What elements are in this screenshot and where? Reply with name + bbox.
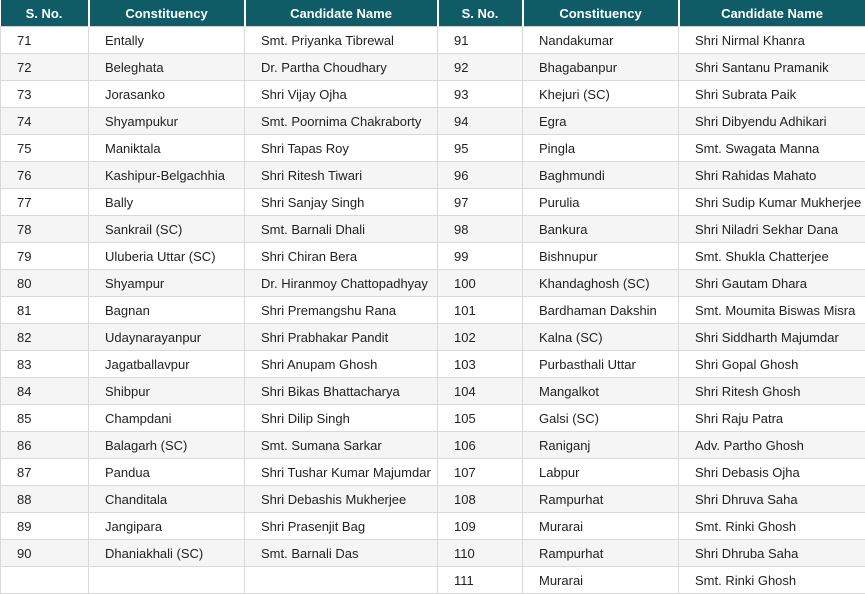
cell-constituency-left: Chanditala [89,486,245,513]
cell-constituency-left: Bagnan [89,297,245,324]
cell-sno-right: 99 [438,243,523,270]
table-row [1,135,865,162]
cell-constituency-right: Purbasthali Uttar [523,351,679,378]
cell-candidate-left: Shri Premangshu Rana [245,297,438,324]
table-row [1,351,865,378]
cell-constituency-right: Mangalkot [523,378,679,405]
cell-constituency-right: Raniganj [523,432,679,459]
table-row [1,405,865,432]
table-row [1,54,865,81]
header-sno-left: S. No. [1,0,89,27]
header-constituency-left: Constituency [89,0,245,27]
cell-candidate-left: Shri Sanjay Singh [245,189,438,216]
table-row [1,540,865,567]
cell-candidate-right: Shri Raju Patra [679,405,865,432]
cell-candidate-right: Adv. Partho Ghosh [679,432,865,459]
cell-constituency-left: Kashipur-Belgachhia [89,162,245,189]
cell-candidate-left: Shri Vijay Ojha [245,81,438,108]
cell-candidate-right: Shri Gopal Ghosh [679,351,865,378]
cell-constituency-right: Galsi (SC) [523,405,679,432]
cell-sno-left: 73 [1,81,89,108]
cell-sno-right: 105 [438,405,523,432]
table-row [1,27,865,54]
cell-sno-right: 110 [438,540,523,567]
cell-sno-right: 101 [438,297,523,324]
cell-sno-left: 72 [1,54,89,81]
cell-constituency-left: Uluberia Uttar (SC) [89,243,245,270]
cell-constituency-right: Nandakumar [523,27,679,54]
cell-constituency-right: Purulia [523,189,679,216]
table-row [1,513,865,540]
cell-constituency-right: Bishnupur [523,243,679,270]
cell-constituency-right: Khandaghosh (SC) [523,270,679,297]
cell-sno-left: 82 [1,324,89,351]
cell-candidate-left: Dr. Hiranmoy Chattopadhyay [245,270,438,297]
cell-candidate-left: Shri Tapas Roy [245,135,438,162]
cell-constituency-left: Beleghata [89,54,245,81]
cell-candidate-right: Shri Dhruva Saha [679,486,865,513]
table-row [1,162,865,189]
cell-sno-left: 85 [1,405,89,432]
cell-sno-right: 102 [438,324,523,351]
cell-candidate-right: Shri Rahidas Mahato [679,162,865,189]
table-row [1,243,865,270]
cell-constituency-left: Shibpur [89,378,245,405]
cell-sno-left: 79 [1,243,89,270]
cell-candidate-right: Shri Gautam Dhara [679,270,865,297]
table-row [1,567,865,594]
cell-candidate-left: Smt. Poornima Chakraborty [245,108,438,135]
cell-constituency-left: Sankrail (SC) [89,216,245,243]
table-row [1,486,865,513]
cell-candidate-right: Shri Siddharth Majumdar [679,324,865,351]
cell-sno-right: 96 [438,162,523,189]
table-row [1,270,865,297]
cell-sno-left: 88 [1,486,89,513]
table-row [1,216,865,243]
cell-constituency-left: Udaynarayanpur [89,324,245,351]
cell-candidate-right: Shri Subrata Paik [679,81,865,108]
cell-candidate-right: Smt. Rinki Ghosh [679,513,865,540]
cell-sno-right: 103 [438,351,523,378]
header-candidate-right: Candidate Name [679,0,865,27]
cell-candidate-right: Shri Ritesh Ghosh [679,378,865,405]
cell-constituency-right: Egra [523,108,679,135]
cell-candidate-left: Smt. Barnali Das [245,540,438,567]
cell-constituency-left: Shyampukur [89,108,245,135]
cell-constituency-left: Dhaniakhali (SC) [89,540,245,567]
cell-constituency-right: Rampurhat [523,540,679,567]
cell-constituency-right: Pingla [523,135,679,162]
cell-candidate-left [245,567,438,594]
table-row [1,189,865,216]
cell-constituency-right: Bardhaman Dakshin [523,297,679,324]
cell-sno-right: 91 [438,27,523,54]
cell-candidate-right: Shri Dibyendu Adhikari [679,108,865,135]
cell-sno-left: 81 [1,297,89,324]
cell-sno-right: 104 [438,378,523,405]
cell-constituency-right: Murarai [523,567,679,594]
cell-sno-left: 89 [1,513,89,540]
cell-sno-right: 92 [438,54,523,81]
cell-sno-right: 111 [438,567,523,594]
cell-candidate-left: Shri Bikas Bhattacharya [245,378,438,405]
table-row [1,81,865,108]
cell-candidate-left: Smt. Priyanka Tibrewal [245,27,438,54]
cell-constituency-right: Murarai [523,513,679,540]
table-row [1,378,865,405]
cell-constituency-right: Kalna (SC) [523,324,679,351]
cell-sno-left: 78 [1,216,89,243]
cell-constituency-left: Bally [89,189,245,216]
cell-constituency-left: Jangipara [89,513,245,540]
cell-candidate-right: Shri Debasis Ojha [679,459,865,486]
cell-sno-left: 76 [1,162,89,189]
cell-sno-right: 100 [438,270,523,297]
cell-constituency-right: Baghmundi [523,162,679,189]
cell-constituency-left: Jagatballavpur [89,351,245,378]
cell-sno-left [1,567,89,594]
table-row [1,459,865,486]
cell-candidate-right: Shri Niladri Sekhar Dana [679,216,865,243]
cell-candidate-right: Smt. Moumita Biswas Misra [679,297,865,324]
cell-candidate-left: Shri Tushar Kumar Majumdar [245,459,438,486]
cell-sno-right: 93 [438,81,523,108]
cell-sno-left: 75 [1,135,89,162]
cell-constituency-left: Pandua [89,459,245,486]
cell-sno-left: 71 [1,27,89,54]
cell-candidate-left: Shri Prasenjit Bag [245,513,438,540]
cell-sno-left: 84 [1,378,89,405]
table-row [1,432,865,459]
cell-sno-right: 107 [438,459,523,486]
cell-constituency-left: Balagarh (SC) [89,432,245,459]
cell-sno-left: 80 [1,270,89,297]
cell-sno-left: 87 [1,459,89,486]
cell-candidate-right: Smt. Swagata Manna [679,135,865,162]
cell-sno-right: 97 [438,189,523,216]
cell-sno-left: 86 [1,432,89,459]
cell-constituency-left: Shyampur [89,270,245,297]
cell-candidate-left: Shri Ritesh Tiwari [245,162,438,189]
cell-constituency-left: Entally [89,27,245,54]
cell-candidate-right: Smt. Rinki Ghosh [679,567,865,594]
cell-candidate-left: Dr. Partha Choudhary [245,54,438,81]
header-candidate-left: Candidate Name [245,0,438,27]
cell-constituency-right: Bankura [523,216,679,243]
cell-sno-right: 95 [438,135,523,162]
cell-sno-left: 74 [1,108,89,135]
cell-sno-right: 108 [438,486,523,513]
cell-constituency-right: Khejuri (SC) [523,81,679,108]
cell-candidate-right: Shri Nirmal Khanra [679,27,865,54]
cell-constituency-left: Champdani [89,405,245,432]
cell-sno-right: 98 [438,216,523,243]
cell-constituency-right: Labpur [523,459,679,486]
cell-sno-right: 94 [438,108,523,135]
cell-sno-right: 109 [438,513,523,540]
cell-candidate-right: Shri Sudip Kumar Mukherjee [679,189,865,216]
cell-candidate-left: Shri Anupam Ghosh [245,351,438,378]
cell-sno-left: 77 [1,189,89,216]
cell-candidate-right: Smt. Shukla Chatterjee [679,243,865,270]
table-row [1,324,865,351]
table-body [1,27,865,594]
cell-constituency-right: Bhagabanpur [523,54,679,81]
cell-candidate-left: Shri Dilip Singh [245,405,438,432]
table-row [1,108,865,135]
cell-constituency-right: Rampurhat [523,486,679,513]
cell-sno-right: 106 [438,432,523,459]
cell-sno-left: 90 [1,540,89,567]
header-sno-right: S. No. [438,0,523,27]
cell-candidate-left: Smt. Sumana Sarkar [245,432,438,459]
cell-candidate-right: Shri Dhruba Saha [679,540,865,567]
cell-constituency-left: Jorasanko [89,81,245,108]
cell-sno-left: 83 [1,351,89,378]
header-constituency-right: Constituency [523,0,679,27]
cell-candidate-left: Shri Chiran Bera [245,243,438,270]
cell-constituency-left: Maniktala [89,135,245,162]
cell-candidate-left: Smt. Barnali Dhali [245,216,438,243]
cell-candidate-left: Shri Prabhakar Pandit [245,324,438,351]
cell-constituency-left [89,567,245,594]
header-row [1,0,865,27]
cell-candidate-right: Shri Santanu Pramanik [679,54,865,81]
table-row [1,297,865,324]
cell-candidate-left: Shri Debashis Mukherjee [245,486,438,513]
